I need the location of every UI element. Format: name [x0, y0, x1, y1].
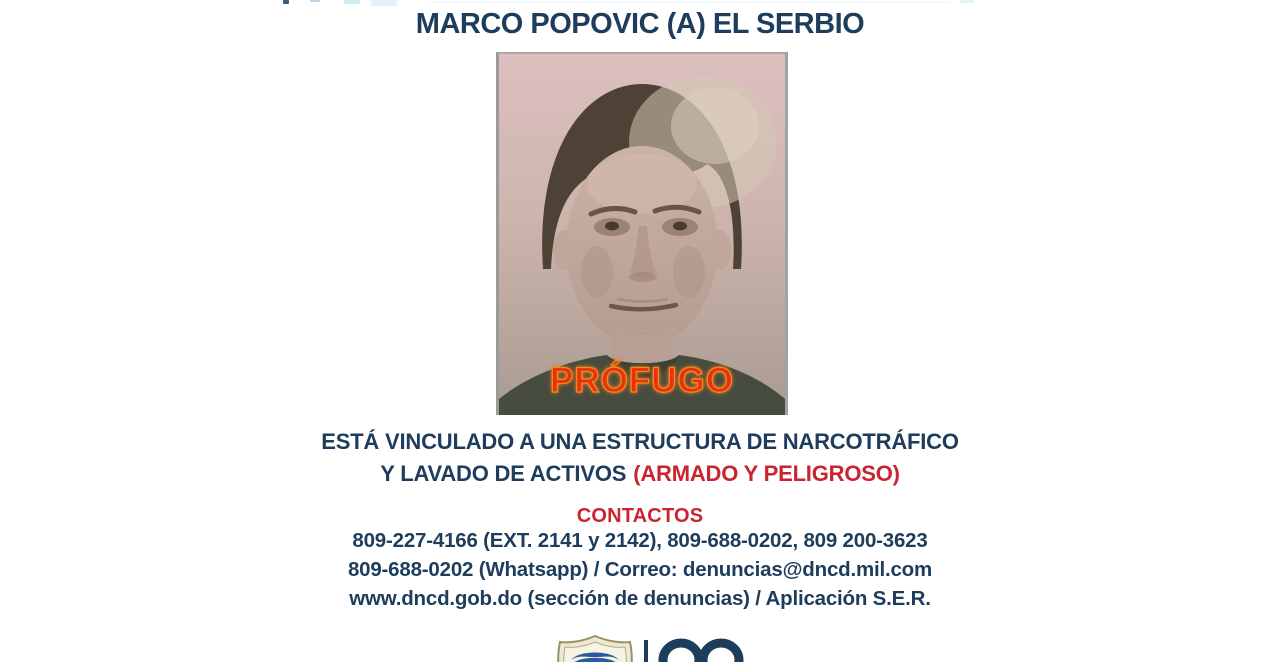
contact-website-app: www.dncd.gob.do (sección de denuncias) / Aplicación S.E.R. [349, 587, 931, 610]
contact-phones: 809-227-4166 (EXT. 2141 y 2142), 809-688-0202, 809 200-3623 [352, 529, 928, 552]
dncd-shield-badge-icon [554, 633, 636, 662]
contacts-heading: CONTACTOS [576, 505, 704, 527]
description-line1: ESTÁ VINCULADO A UNA ESTRUCTURA DE NARCOTRÁFICO [321, 429, 959, 454]
cropped-text-remnant [310, 0, 320, 2]
cropped-text-remnant [283, 0, 289, 4]
cropped-text-remnant [960, 0, 974, 3]
contact-whatsapp-email: 809-688-0202 (Whatsapp) / Correo: denuncias@dncd.mil.com [347, 558, 933, 581]
suspect-name-title: MARCO POPOVIC (A) EL SERBIO [415, 8, 865, 40]
cropped-text-remnant [344, 0, 360, 4]
cropped-text-remnant [430, 1, 950, 3]
suspect-photo [496, 52, 788, 415]
description-line2 [0, 461, 1280, 487]
armed-dangerous-warning: (ARMADO Y PELIGROSO) [633, 461, 900, 486]
infinity-logo-icon [656, 636, 748, 662]
description-line2-blue: Y LAVADO DE ACTIVOS [380, 461, 627, 486]
fugitive-status-overlay: PRÓFUGO [550, 361, 734, 400]
cropped-text-remnant [371, 0, 397, 6]
footer-divider [644, 640, 648, 662]
